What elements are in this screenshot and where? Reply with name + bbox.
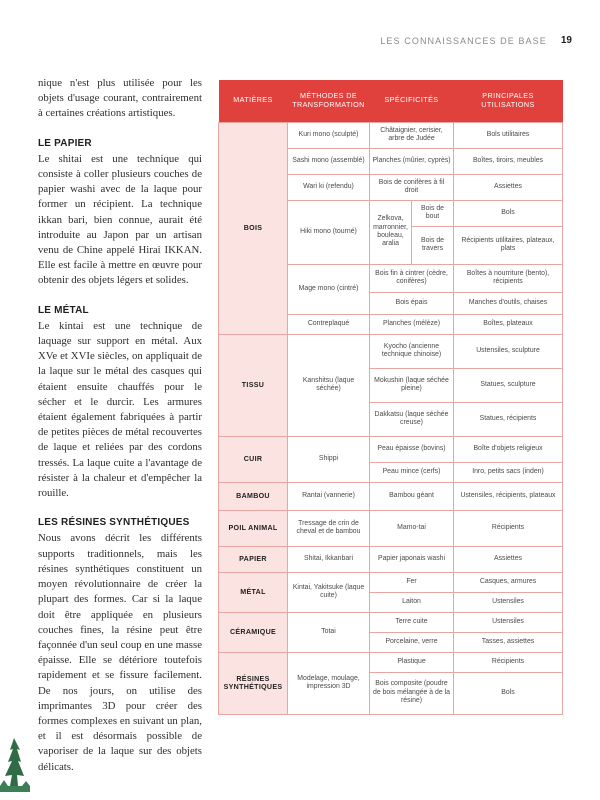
method-cell: Totai <box>288 612 370 652</box>
use-cell: Ustensiles <box>454 592 563 612</box>
use-cell: Inro, petits sacs (inden) <box>454 462 563 482</box>
section-body-papier: Le shitai est une technique qui consiste à coller plusieurs couches de papier washi avec de la laque pour former un récipient. La technique ikkan bari, bien connue, aurait été introduite au Japon par un artisan venu de Chine appelé Hirai IKKAN. Elle est facile à mettre en œuvre pour obtenir des objets légers et solides. <box>38 152 202 287</box>
intro-paragraph: nique n'est plus utilisée pour les objets d'usage courant, contrairement à certaines créations artistiques. <box>38 77 202 120</box>
spec-cell: Porcelaine, verre <box>370 632 454 652</box>
table-row <box>219 546 563 572</box>
spec-cell: Planches (mûrier, cyprès) <box>370 148 454 174</box>
material-bambou: BAMBOU <box>219 482 288 510</box>
spec-cell: Châtaignier, cerisier, arbre de Judée <box>370 122 454 148</box>
table-row <box>219 652 563 672</box>
header-specificites: SPÉCIFICITÉS <box>370 80 454 122</box>
header-utilisations: PRINCIPALES UTILISATIONS <box>454 80 563 122</box>
use-cell: Tasses, assiettes <box>454 632 563 652</box>
spec-cell: Papier japonais washi <box>370 546 454 572</box>
use-cell: Boîtes, tiroirs, meubles <box>454 148 563 174</box>
method-cell: Hiki mono (tourné) <box>288 200 370 264</box>
spec-cell: Kyocho (ancienne technique chinoise) <box>370 334 454 368</box>
table-row <box>219 436 563 462</box>
method-cell: Modelage, moulage, impression 3D <box>288 652 370 714</box>
use-cell: Bols <box>454 672 563 714</box>
section-heading-resines: LES RÉSINES SYNTHÉTIQUES <box>38 517 190 529</box>
table-header-row <box>219 80 563 122</box>
spec-cell: Bois fin à cintrer (cèdre, conifères) <box>370 264 454 292</box>
use-cell: Casques, armures <box>454 572 563 592</box>
materials-table <box>218 80 563 715</box>
spec-cell: Zelkova, marronnier, bouleau, aralia <box>370 200 412 264</box>
method-cell: Kanshitsu (laque séchée) <box>288 334 370 436</box>
method-cell: Contreplaqué <box>288 314 370 334</box>
spec-cell: Bambou géant <box>370 482 454 510</box>
use-cell: Ustensiles, sculpture <box>454 334 563 368</box>
use-cell: Statues, sculpture <box>454 368 563 402</box>
method-cell: Kuri mono (sculpté) <box>288 122 370 148</box>
spec-cell: Plastique <box>370 652 454 672</box>
section-heading-papier: LE PAPIER <box>38 137 92 149</box>
use-cell: Ustensiles, récipients, plateaux <box>454 482 563 510</box>
table-row <box>219 334 563 368</box>
section-title: LES CONNAISSANCES DE BASE <box>380 35 547 46</box>
method-cell: Shitai, Ikkanbari <box>288 546 370 572</box>
use-cell: Ustensiles <box>454 612 563 632</box>
table-row <box>219 510 563 546</box>
use-cell: Récipients <box>454 652 563 672</box>
table-row <box>219 482 563 510</box>
table-row <box>219 612 563 632</box>
table-row <box>219 122 563 148</box>
section-body-resines: Nous avons décrit les différents supports traditionnels, mais les résines synthétiques constituent un moyen révolutionnaire de créer la plupart des formes. Car si la laque doit être appliquée en plusieurs couches fines, la résine peut être façonnée d'un seul coup en une masse épaisse. Elle se détériore toutefois rapidement et se fissure facilement. De nos jours, on utilise des imprimantes 3D pour créer des formes complexes en suivant un plan, et il est désormais possible de vaporiser de la laque sur des objets délicats. <box>38 532 202 773</box>
spec-cell: Peau mince (cerfs) <box>370 462 454 482</box>
method-cell: Mage mono (cintré) <box>288 264 370 314</box>
material-metal: MÉTAL <box>219 572 288 612</box>
use-cell: Boîtes à nourriture (bento), récipients <box>454 264 563 292</box>
use-cell: Récipients <box>454 510 563 546</box>
method-cell: Wari ki (refendu) <box>288 174 370 200</box>
method-cell: Tressage de crin de cheval et de bambou <box>288 510 370 546</box>
material-poil-animal: POIL ANIMAL <box>219 510 288 546</box>
method-cell: Rantai (vannerie) <box>288 482 370 510</box>
spec-cell: Bois épais <box>370 292 454 314</box>
material-resines: RÉSINES SYNTHÉTIQUES <box>219 652 288 714</box>
header-matieres: MATIÈRES <box>219 80 288 122</box>
running-head <box>380 35 572 46</box>
spec-cell: Dakkatsu (laque séchée creuse) <box>370 402 454 436</box>
header-methodes: MÉTHODES DE TRANSFORMATION <box>288 80 370 122</box>
use-cell: Boîtes, plateaux <box>454 314 563 334</box>
spec-cell: Bois composite (poudre de bois mélangée à de la résine) <box>370 672 454 714</box>
method-cell: Sashi mono (assemblé) <box>288 148 370 174</box>
use-cell: Assiettes <box>454 546 563 572</box>
sub-spec-cell: Bois de bout <box>412 200 454 226</box>
spec-cell: Planches (mélèze) <box>370 314 454 334</box>
spec-cell: Laiton <box>370 592 454 612</box>
material-tissu: TISSU <box>219 334 288 436</box>
spec-cell: Peau épaisse (bovins) <box>370 436 454 462</box>
use-cell: Bols <box>454 200 563 226</box>
tree-illustration-icon <box>0 734 30 792</box>
section-heading-metal: LE MÉTAL <box>38 304 89 316</box>
material-papier: PAPIER <box>219 546 288 572</box>
method-cell: Kintai, Yakitsuke (laque cuite) <box>288 572 370 612</box>
page-number: 19 <box>560 35 572 46</box>
spec-cell: Bois de conifères à fil droit <box>370 174 454 200</box>
use-cell: Statues, récipients <box>454 402 563 436</box>
method-cell: Shippi <box>288 436 370 482</box>
sub-spec-cell: Bois de travers <box>412 226 454 264</box>
use-cell: Bols utilitaires <box>454 122 563 148</box>
section-body-metal: Le kintai est une technique de laquage sur support en métal. Aux XVe et XVIe siècles, on appliquait de la laque sur le métal des casques qui étaient ensuite chauffés pour le sécher et le durcir. Les armures étaient également fabriquées à partir de petites pièces de métal recouvertes de laque et reliées par des cordons tressés. La laque cuite a l'avantage de résister à la chaleur et d'empêcher la rouille. <box>38 319 202 500</box>
use-cell: Boîte d'objets religieux <box>454 436 563 462</box>
use-cell: Manches d'outils, chaises <box>454 292 563 314</box>
table-row <box>219 572 563 592</box>
use-cell: Assiettes <box>454 174 563 200</box>
material-ceramique: CÉRAMIQUE <box>219 612 288 652</box>
material-cuir: CUIR <box>219 436 288 482</box>
spec-cell: Fer <box>370 572 454 592</box>
spec-cell: Mamo-tai <box>370 510 454 546</box>
spec-cell: Terre cuite <box>370 612 454 632</box>
spec-cell: Mokushin (laque séchée pleine) <box>370 368 454 402</box>
text-column <box>38 76 202 789</box>
material-bois: BOIS <box>219 122 288 334</box>
use-cell: Récipients utilitaires, plateaux, plats <box>454 226 563 264</box>
materials-table-wrapper <box>218 80 562 715</box>
